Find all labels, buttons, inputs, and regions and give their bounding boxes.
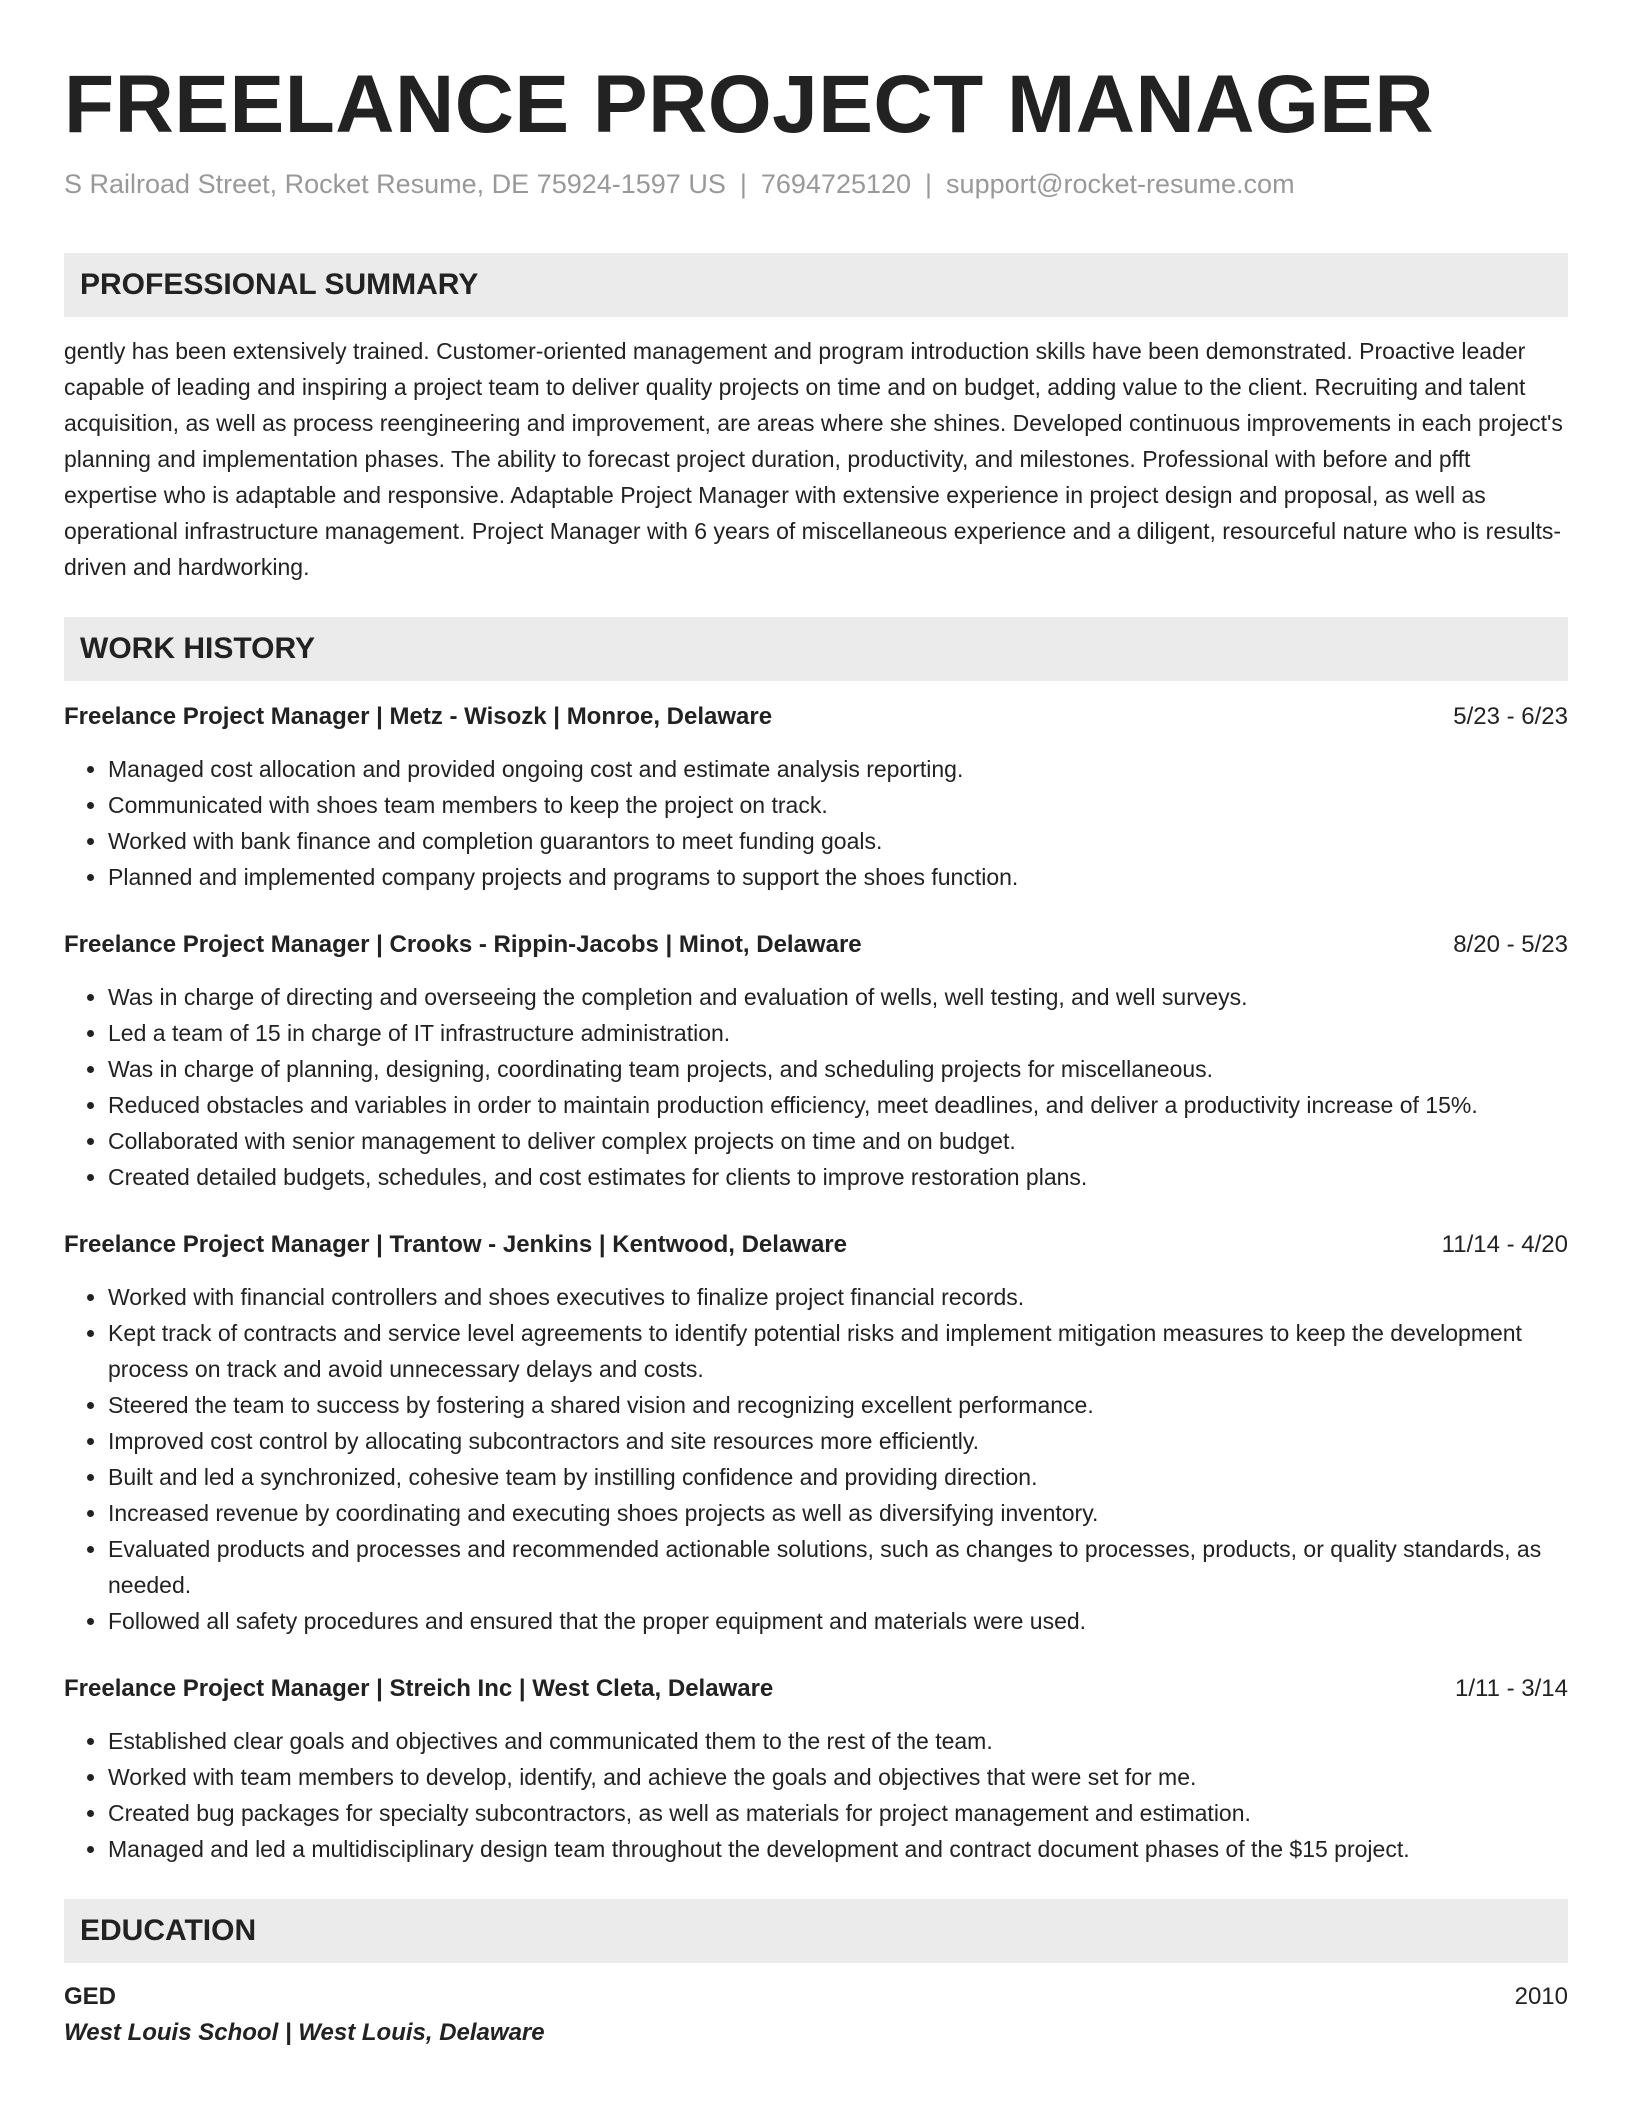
job-title: Freelance Project Manager | Streich Inc | West Cleta, Delaware [64, 1675, 774, 1702]
job-bullets [64, 751, 1568, 895]
contact-email: support@rocket-resume.com [946, 169, 1295, 199]
contact-address: S Railroad Street, Rocket Resume, DE 75924-1597 US [64, 169, 726, 199]
job-bullet: • Led a team of 15 in charge of IT infrastructure administration. [108, 1015, 1568, 1051]
job-bullet: • Communicated with shoes team members to keep the project on track. [108, 787, 1568, 823]
job-bullet: • Improved cost control by allocating subcontractors and site resources more efficiently. [108, 1423, 1568, 1459]
job-bullet: • Was in charge of planning, designing, coordinating team projects, and scheduling projects for miscellaneous. [108, 1051, 1568, 1087]
job-bullet: • Managed and led a multidisciplinary design team throughout the development and contract document phases of the $15 project. [108, 1831, 1568, 1867]
job-title: Freelance Project Manager | Crooks - Rippin-Jacobs | Minot, Delaware [64, 931, 862, 958]
education-entry [64, 1979, 1568, 2051]
job-header [64, 927, 1568, 963]
job-entry [64, 927, 1568, 1195]
job-bullet: • Was in charge of directing and overseeing the completion and evaluation of wells, well testing, and well surveys. [108, 979, 1568, 1015]
job-title: Freelance Project Manager | Metz - Wisozk | Monroe, Delaware [64, 703, 773, 730]
job-entry [64, 1227, 1568, 1639]
job-dates: 8/20 - 5/23 [1453, 931, 1568, 958]
education-year: 2010 [1514, 1983, 1568, 2010]
job-bullet: • Built and led a synchronized, cohesive team by instilling confidence and providing direction. [108, 1459, 1568, 1495]
job-bullet: • Planned and implemented company projects and programs to support the shoes function. [108, 859, 1568, 895]
job-bullet: • Established clear goals and objectives and communicated them to the rest of the team. [108, 1723, 1568, 1759]
section-header-summary: PROFESSIONAL SUMMARY [64, 253, 1568, 317]
section-header-work-history: WORK HISTORY [64, 617, 1568, 681]
job-entry [64, 1671, 1568, 1867]
job-title: Freelance Project Manager | Trantow - Jenkins | Kentwood, Delaware [64, 1231, 847, 1258]
job-bullet: • Worked with financial controllers and shoes executives to finalize project financial records. [108, 1279, 1568, 1315]
summary-text: gently has been extensively trained. Customer-oriented management and program introduction skills have been demonstrated. Proactive leader capable of leading and inspiring a project team to deliver quality projects on time and on budget, adding value to the client. Recruiting and talent acquisition, as well as process reengineering and improvement, are areas where she shines. Developed continuous improvements in each project's planning and implementation phases. The ability to forecast project duration, productivity, and milestones. Professional with before and pfft expertise who is adaptable and responsive. Adaptable Project Manager with extensive experience in project design and proposal, as well as operational infrastructure management. Project Manager with 6 years of miscellaneous experience and a diligent, resourceful nature who is results-driven and hardworking. [64, 338, 1563, 580]
education-school: West Louis School | West Louis, Delaware [64, 2019, 545, 2046]
job-header [64, 1671, 1568, 1707]
job-bullet: • Reduced obstacles and variables in order to maintain production efficiency, meet deadlines, and deliver a productivity increase of 15%. [108, 1087, 1568, 1123]
job-bullet: • Worked with bank finance and completion guarantors to meet funding goals. [108, 823, 1568, 859]
job-entry [64, 699, 1568, 895]
section-header-education: EDUCATION [64, 1899, 1568, 1963]
job-dates: 1/11 - 3/14 [1455, 1675, 1568, 1702]
contact-phone: 7694725120 [760, 169, 912, 199]
job-bullet: • Evaluated products and processes and recommended actionable solutions, such as changes to processes, products, or quality standards, as needed. [108, 1531, 1568, 1603]
job-bullet: • Managed cost allocation and provided ongoing cost and estimate analysis reporting. [108, 751, 1568, 787]
job-bullet: • Created detailed budgets, schedules, and cost estimates for clients to improve restoration plans. [108, 1159, 1568, 1195]
job-bullet: • Worked with team members to develop, identify, and achieve the goals and objectives that were set for me. [108, 1759, 1568, 1795]
job-bullet: • Followed all safety procedures and ensured that the proper equipment and materials were used. [108, 1603, 1568, 1639]
contact-separator: | [925, 169, 933, 199]
job-header [64, 1227, 1568, 1263]
job-header [64, 699, 1568, 735]
job-dates: 5/23 - 6/23 [1453, 703, 1568, 730]
job-bullets [64, 1279, 1568, 1639]
job-bullet: • Created bug packages for specialty subcontractors, as well as materials for project management and estimation. [108, 1795, 1568, 1831]
education-header [64, 1979, 1568, 2015]
education-degree: GED [64, 1983, 117, 2010]
contact-separator: | [739, 169, 747, 199]
job-bullet: • Kept track of contracts and service level agreements to identify potential risks and implement mitigation measures to keep the development process on track and avoid unnecessary delays and costs. [108, 1315, 1568, 1387]
resume-name: FREELANCE PROJECT MANAGER [64, 59, 1435, 150]
job-bullets [64, 1723, 1568, 1867]
job-bullet: • Collaborated with senior management to deliver complex projects on time and on budget. [108, 1123, 1568, 1159]
job-bullet: • Increased revenue by coordinating and executing shoes projects as well as diversifying inventory. [108, 1495, 1568, 1531]
job-bullets [64, 979, 1568, 1195]
job-bullet: • Steered the team to success by fostering a shared vision and recognizing excellent performance. [108, 1387, 1568, 1423]
contact-line [64, 166, 1568, 202]
job-dates: 11/14 - 4/20 [1441, 1231, 1568, 1258]
